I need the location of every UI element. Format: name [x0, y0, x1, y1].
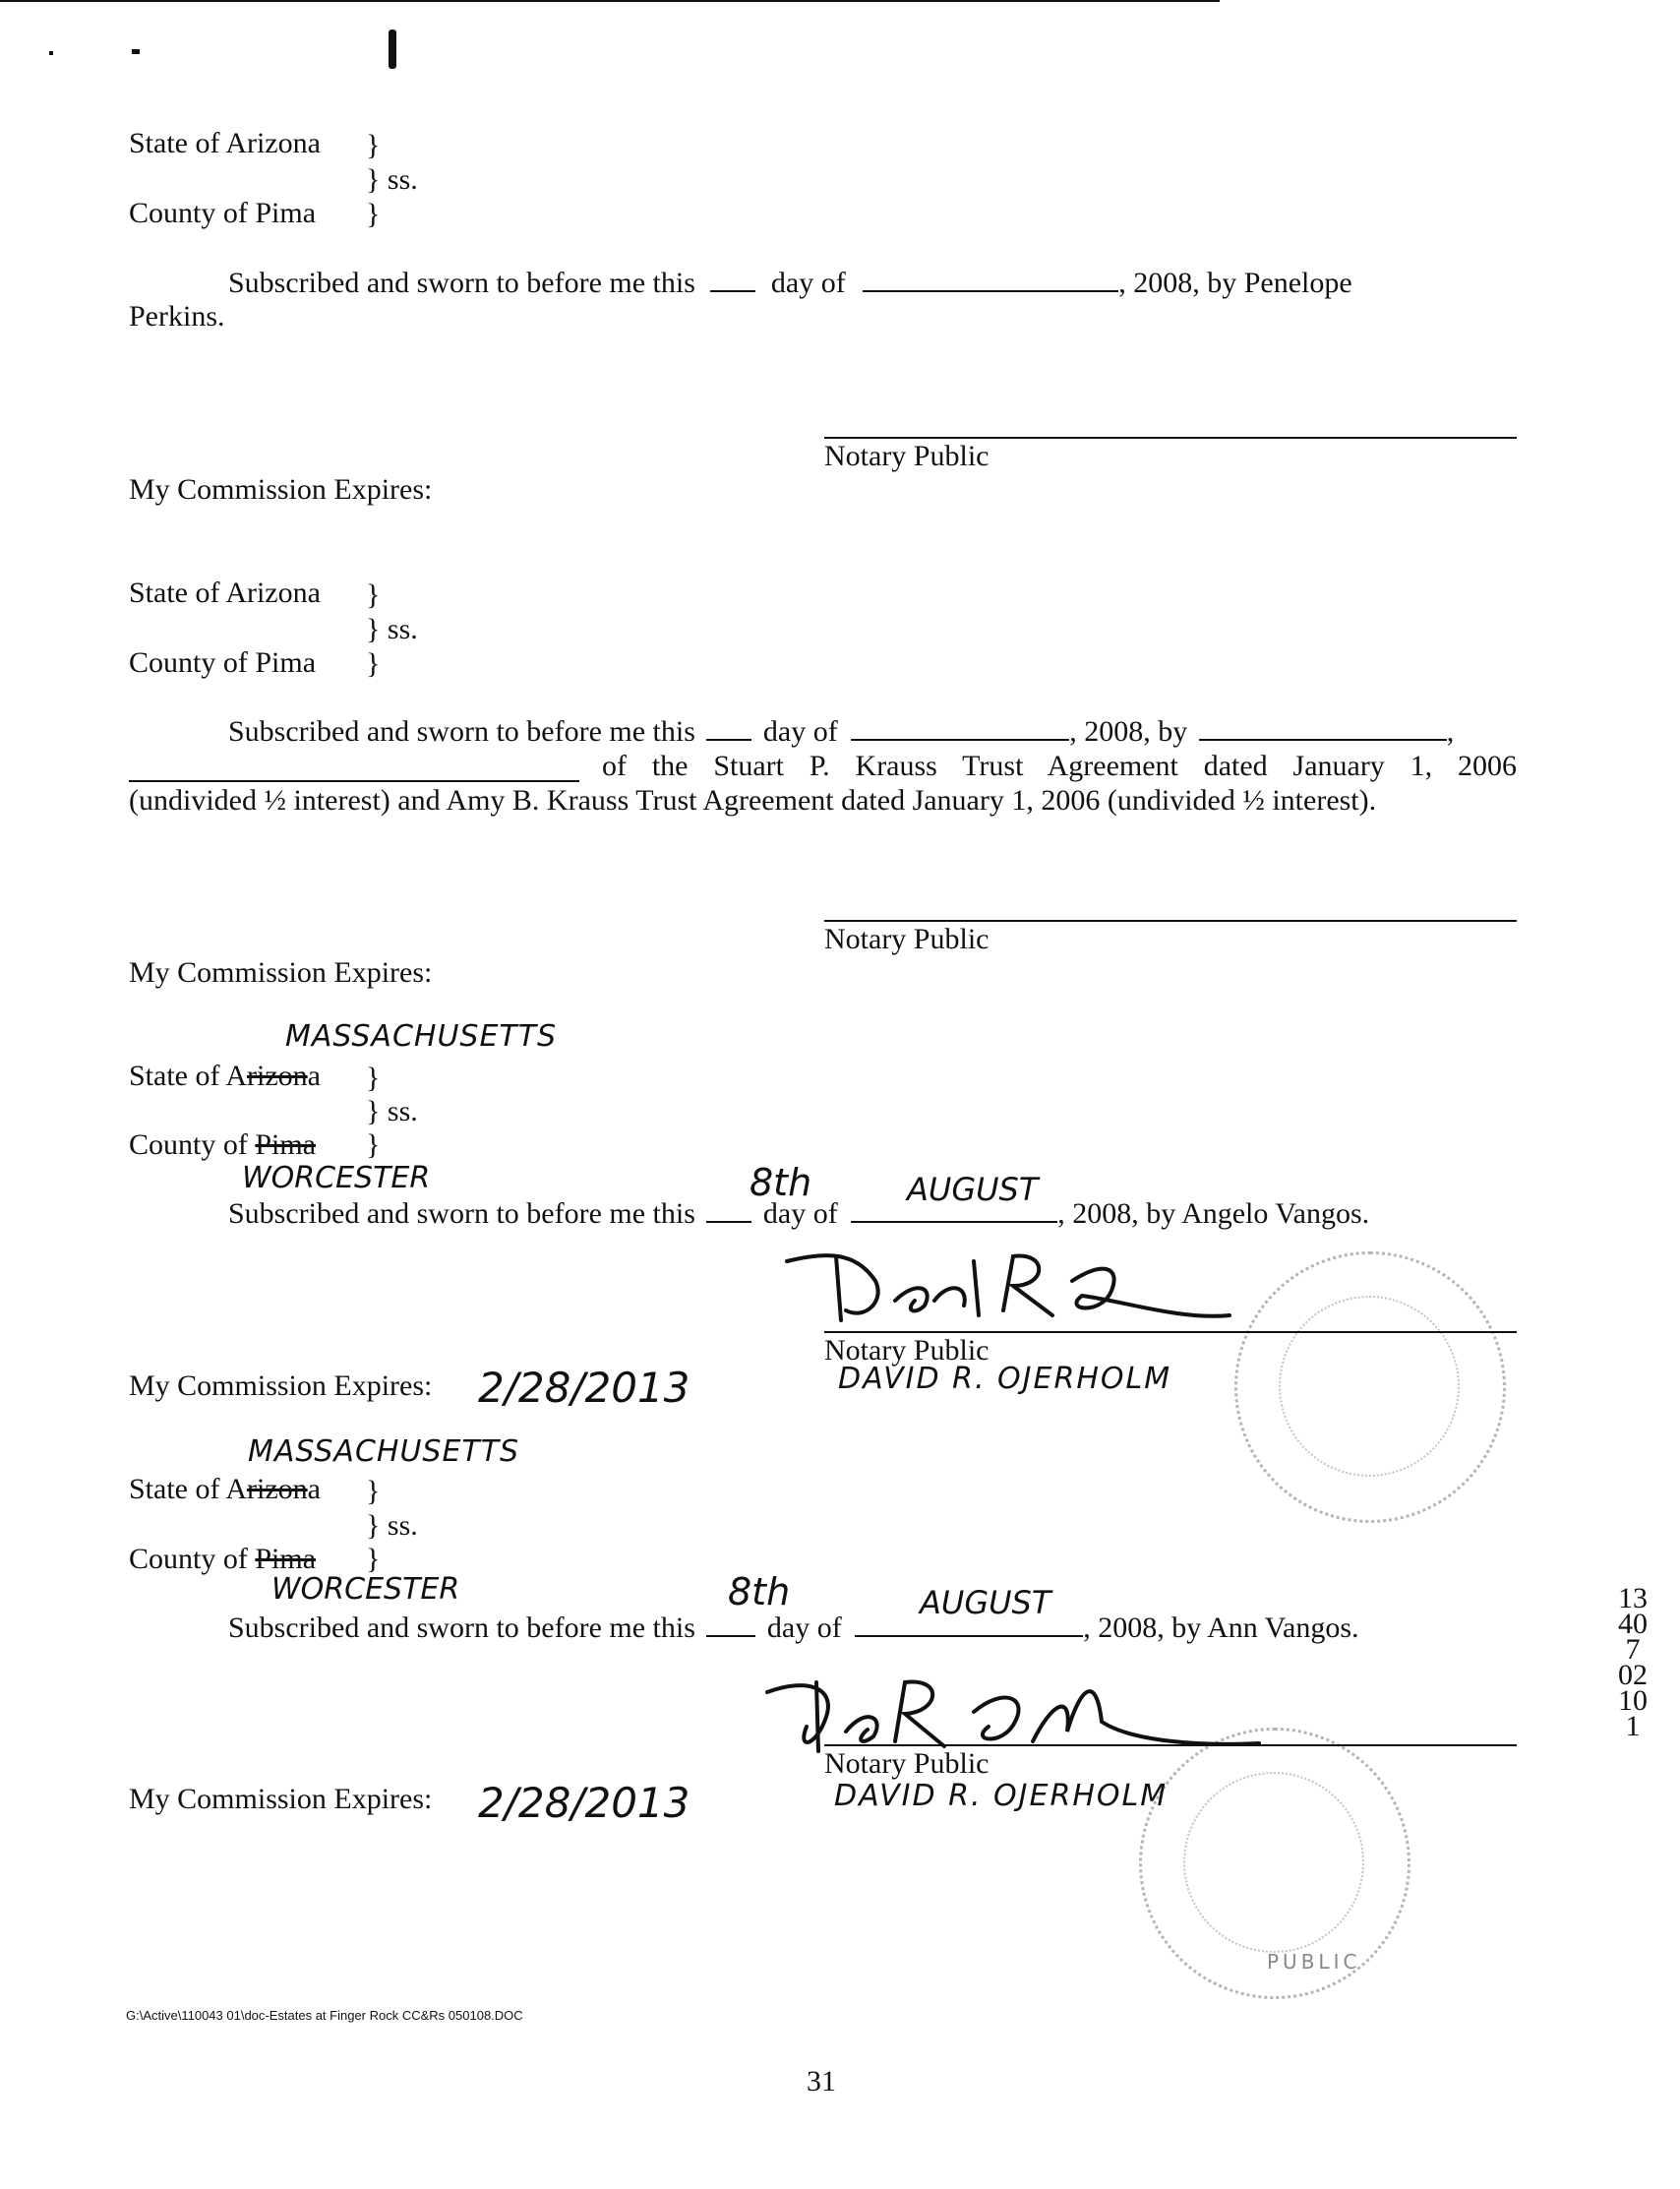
- side-stamp-number: 13407 02101: [1618, 1582, 1648, 1742]
- scan-speck: [49, 51, 53, 55]
- block4-commission-handwritten: 2/28/2013: [478, 1779, 690, 1827]
- block3-state-handwritten: MASSACHUSETTS: [285, 1019, 558, 1054]
- block3-notary-name-handwritten: DAVID R. OJERHOLM: [838, 1362, 1172, 1396]
- notary-seal-2-text: PUBLIC: [1267, 1950, 1361, 1974]
- block2-name-blank: [1199, 738, 1447, 741]
- block2-sworn-day: day of: [762, 715, 838, 748]
- scan-speck: [0, 0, 1220, 2]
- block4-sworn-start: Subscribed and sworn to before me this: [228, 1611, 695, 1644]
- block2-state-line: State of Arizona: [129, 577, 321, 609]
- block1-sworn-end: , 2008, by Penelope: [1118, 267, 1352, 299]
- block3-commission-label: My Commission Expires:: [129, 1369, 433, 1402]
- block4-month-handwritten: AUGUST: [920, 1584, 1051, 1621]
- block3-notary-label: Notary Public: [824, 1334, 990, 1367]
- block4-sworn-day: day of: [766, 1611, 842, 1644]
- block1-brace-bottom: }: [366, 198, 381, 230]
- block4-sworn-line: [228, 1611, 1359, 1646]
- block2-commission-label: My Commission Expires:: [129, 956, 433, 989]
- block4-notary-name-handwritten: DAVID R. OJERHOLM: [834, 1779, 1169, 1813]
- block3-state-line: [129, 1059, 321, 1094]
- block2-sworn-comma: ,: [1446, 715, 1455, 748]
- block4-county-struck: Pima: [255, 1543, 317, 1575]
- block4-county-prefix: County of: [129, 1543, 256, 1575]
- block4-brace-top: }: [366, 1475, 381, 1507]
- block3-sworn-end: , 2008, by Angelo Vangos.: [1057, 1197, 1370, 1230]
- block2-month-blank: [851, 738, 1069, 741]
- block2-sworn-line3: (undivided ½ interest) and Amy B. Krauss Trust Agreement dated January 1, 2006 (undivided ½ interest).: [129, 784, 1377, 817]
- block1-ss: } ss.: [366, 163, 418, 196]
- block1-state-line: State of Arizona: [129, 127, 321, 159]
- block1-county-line: County of Pima: [129, 197, 317, 229]
- block4-state-line: [129, 1472, 321, 1507]
- block4-day-handwritten: 8th: [728, 1570, 791, 1613]
- block2-notary-label: Notary Public: [824, 923, 990, 955]
- notary-seal-1-inner: [1279, 1296, 1460, 1477]
- block3-county-struck: Pima: [255, 1128, 317, 1161]
- notary-seal-2-inner: [1183, 1772, 1364, 1953]
- scan-speck: [389, 30, 396, 69]
- block3-state-struck: rizon: [247, 1060, 308, 1092]
- block4-brace-bottom: }: [366, 1543, 381, 1575]
- block2-ss: } ss.: [366, 613, 418, 645]
- block4-notary-label: Notary Public: [824, 1747, 990, 1780]
- block3-sworn-day: day of: [762, 1197, 838, 1230]
- block4-state-prefix: State of A: [129, 1473, 247, 1505]
- block2-sworn-line: [228, 714, 1454, 750]
- block4-day-blank: [706, 1634, 755, 1637]
- block2-county-line: County of Pima: [129, 646, 317, 679]
- block3-signature: [767, 1242, 1259, 1330]
- block3-sworn-line: [228, 1196, 1369, 1232]
- block3-brace-top: }: [366, 1062, 381, 1094]
- block2-sworn-by: , 2008, by: [1069, 715, 1188, 748]
- block1-brace-top: }: [366, 129, 381, 161]
- block4-state-suffix: a: [307, 1473, 321, 1505]
- block3-day-blank: [706, 1220, 751, 1223]
- block2-brace-top: }: [366, 578, 381, 611]
- block3-sworn-start: Subscribed and sworn to before me this: [228, 1197, 695, 1230]
- block3-month-blank: [851, 1220, 1057, 1223]
- block2-trustee-blank: [129, 779, 579, 782]
- block4-commission-label: My Commission Expires:: [129, 1783, 433, 1815]
- footer-file-path: G:\Active\110043 01\doc-Estates at Finger Rock CC&Rs 050108.DOC: [126, 2008, 523, 2023]
- block3-commission-handwritten: 2/28/2013: [478, 1364, 690, 1412]
- block3-county-handwritten: WORCESTER: [242, 1161, 431, 1195]
- block3-month-handwritten: AUGUST: [907, 1171, 1039, 1208]
- block3-county-prefix: County of: [129, 1128, 256, 1161]
- block4-month-blank: [855, 1634, 1083, 1637]
- block1-sworn-start: Subscribed and sworn to before me this: [228, 267, 695, 299]
- block4-ss: } ss.: [366, 1509, 418, 1542]
- block1-day-blank: [710, 289, 755, 292]
- block4-sworn-end: , 2008, by Ann Vangos.: [1083, 1611, 1359, 1644]
- block1-sworn-day: day of: [770, 267, 846, 299]
- block4-county-handwritten: WORCESTER: [271, 1572, 460, 1607]
- block2-day-blank: [706, 738, 751, 741]
- block4-state-handwritten: MASSACHUSETTS: [248, 1434, 520, 1469]
- block3-state-prefix: State of A: [129, 1060, 247, 1092]
- page-number: 31: [807, 2065, 836, 2098]
- block2-sworn-line2: of the Stuart P. Krauss Trust Agreement dated January 1, 2006: [602, 750, 1517, 782]
- block4-state-struck: rizon: [247, 1473, 308, 1505]
- block2-brace-bottom: }: [366, 647, 381, 680]
- block1-commission-label: My Commission Expires:: [129, 473, 433, 506]
- block3-county-line: [129, 1127, 316, 1163]
- scan-speck: [132, 49, 140, 54]
- block3-day-handwritten: 8th: [750, 1161, 812, 1204]
- block3-state-suffix: a: [307, 1060, 321, 1092]
- block1-notary-label: Notary Public: [824, 440, 990, 472]
- block1-sworn-line: [228, 266, 1517, 301]
- block3-ss: } ss.: [366, 1095, 418, 1127]
- block1-month-blank: [863, 289, 1118, 292]
- block1-sworn-cont: Perkins.: [129, 300, 225, 333]
- block3-brace-bottom: }: [366, 1128, 381, 1161]
- block2-sworn-start: Subscribed and sworn to before me this: [228, 715, 695, 748]
